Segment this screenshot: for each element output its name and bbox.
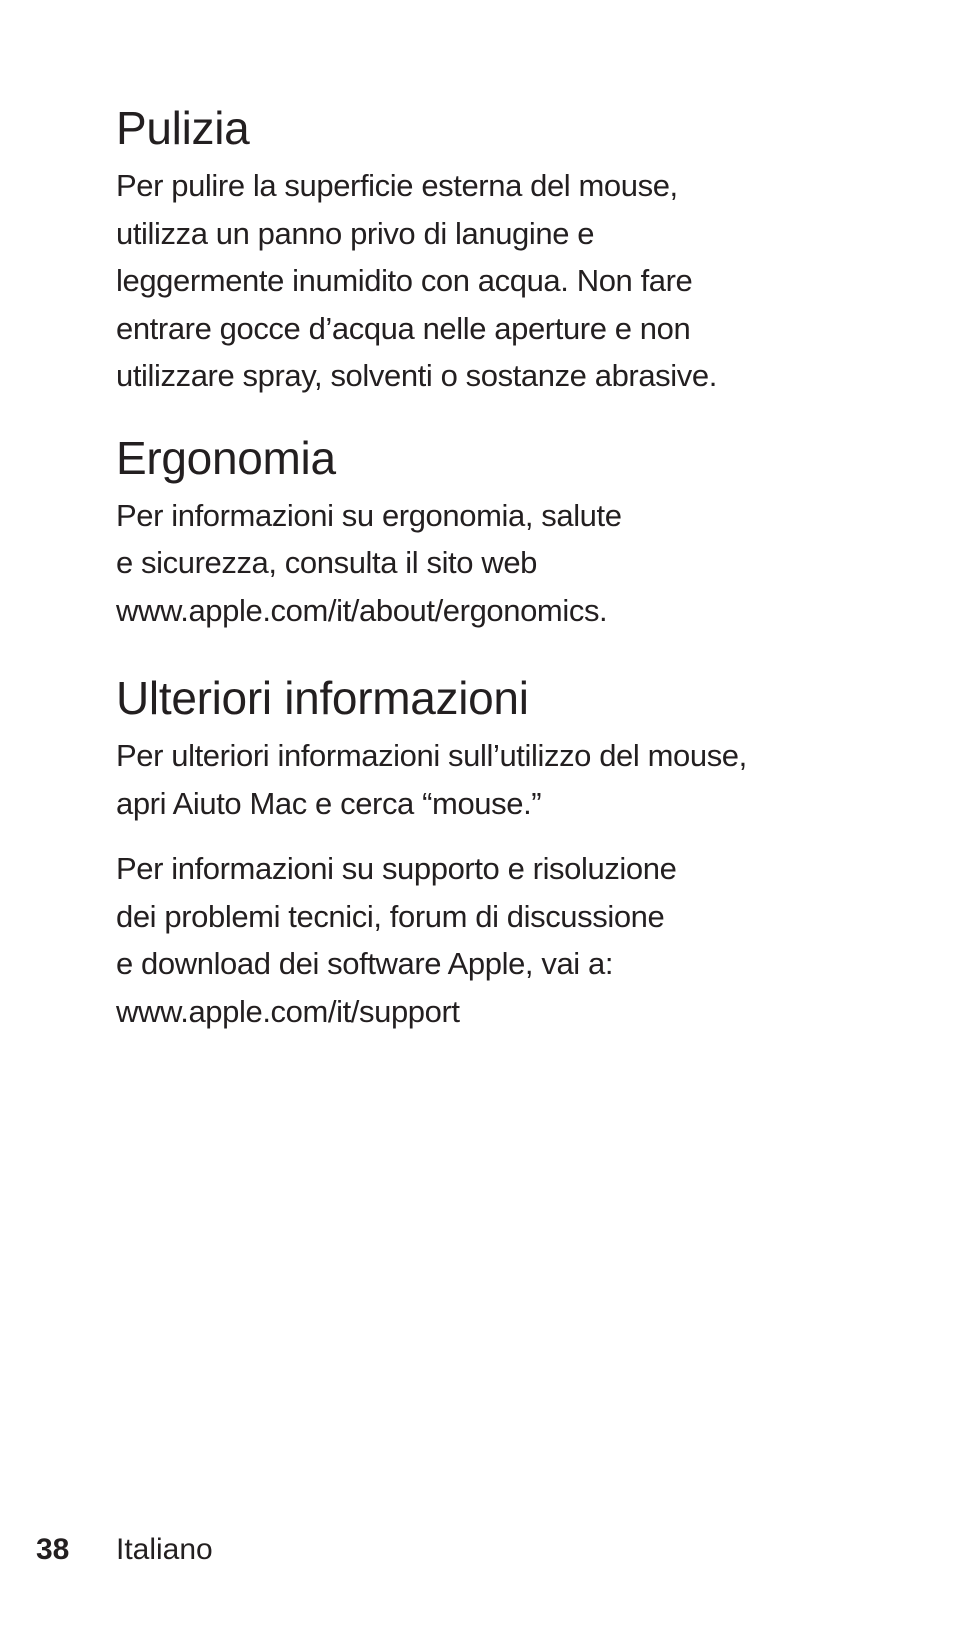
heading-ulteriori-informazioni: Ulteriori informazioni: [116, 672, 529, 724]
text-line: apri Aiuto Mac e cerca “mouse.”: [116, 785, 542, 821]
support-url: www.apple.com/it/support: [116, 993, 460, 1029]
page-number: 38: [36, 1533, 70, 1566]
text-line: utilizza un panno privo di lanugine e: [116, 215, 595, 251]
text-line: utilizzare spray, solventi o sostanze abrasive.: [116, 358, 717, 393]
paragraph-mac-help: [116, 732, 916, 827]
text-line: Per informazioni su supporto e risoluzione: [116, 851, 677, 886]
text-line: leggermente inumidito con acqua. Non fare: [116, 263, 693, 298]
paragraph-pulizia: [116, 162, 916, 400]
text-line: Per pulire la superficie esterna del mouse,: [116, 168, 678, 203]
heading-pulizia: Pulizia: [116, 102, 250, 154]
text-line: entrare gocce d’acqua nelle aperture e non: [116, 310, 691, 346]
ergonomics-url: www.apple.com/it/about/ergonomics.: [116, 592, 608, 628]
text-line: Per ulteriori informazioni sull’utilizzo del mouse,: [116, 738, 747, 773]
page-footer: [36, 1530, 213, 1570]
paragraph-ergonomia: [116, 492, 916, 635]
page-content: [116, 100, 916, 1035]
section-ulteriori-informazioni: [116, 670, 916, 1035]
footer-language: Italiano: [116, 1533, 213, 1566]
heading-ergonomia: Ergonomia: [116, 431, 336, 484]
text-line: Per informazioni su ergonomia, salute: [116, 497, 622, 533]
paragraph-support: [116, 845, 916, 1035]
section-ergonomia: [116, 430, 916, 635]
text-line: e sicurezza, consulta il sito web: [116, 545, 537, 580]
text-line: e download dei software Apple, vai a:: [116, 946, 614, 981]
section-pulizia: [116, 100, 916, 400]
text-line: dei problemi tecnici, forum di discussione: [116, 898, 665, 934]
